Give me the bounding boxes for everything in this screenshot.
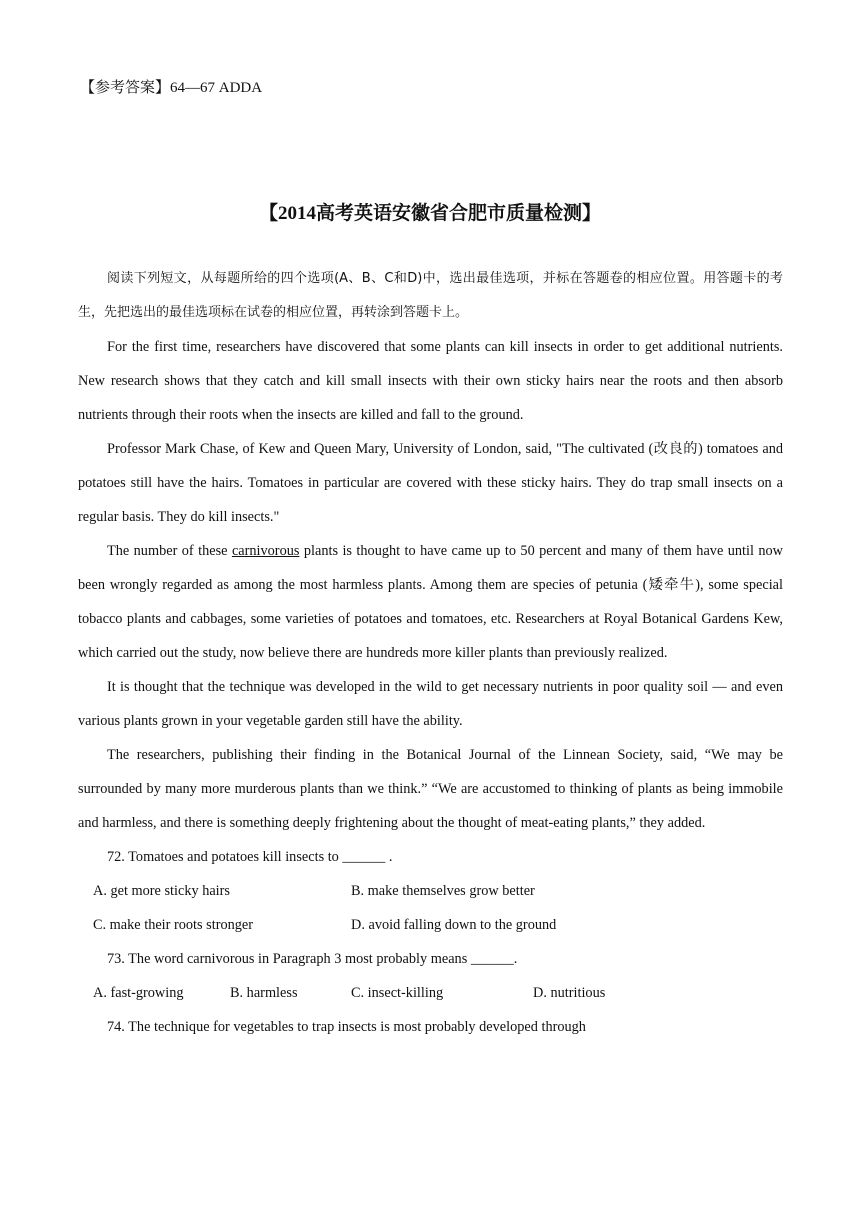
option-72-d: D. avoid falling down to the ground <box>351 917 557 933</box>
question-73-options <box>78 976 783 1010</box>
option-72-b: B. make themselves grow better <box>351 883 535 899</box>
question-73-stem: 73. The word carnivorous in Paragraph 3 most probably means ______. <box>107 951 518 967</box>
paragraph-5: The researchers, publishing their finding in the Botanical Journal of the Linnean Society, said, “We may be surrounded by many more murderous plants than we think.” “We are accustomed to thinking of plants as being immobile and harmless, and there is something deeply frightening about the thought of meat-eating plants,” they added. <box>78 747 783 831</box>
paragraph-1: For the first time, researchers have discovered that some plants can kill insects in order to get additional nutrients. New research shows that they catch and kill small insects with their own sticky hairs near the roots and then absorb nutrients through their roots when the insects are killed and fall to the ground. <box>78 339 783 423</box>
question-72-options-row-2 <box>78 908 783 942</box>
paragraph-3 <box>78 534 783 670</box>
section-title: 【2014高考英语安徽省合肥市质量检测】 <box>258 203 601 224</box>
option-73-c: C. insect-killing <box>351 985 444 1001</box>
passage-body <box>78 262 783 1044</box>
option-73-d: D. nutritious <box>533 985 606 1001</box>
underlined-word: carnivorous <box>231 543 300 559</box>
question-72-options-row-1 <box>78 874 783 908</box>
paragraph-3-start: The number of these <box>107 543 232 559</box>
paragraph-4: It is thought that the technique was developed in the wild to get necessary nutrients in poor quality soil — and even various plants grown in your vegetable garden still have the ability. <box>78 679 783 729</box>
option-72-c: C. make their roots stronger <box>93 917 254 933</box>
question-74-stem: 74. The technique for vegetables to trap insects is most probably developed through <box>107 1019 586 1035</box>
option-73-a: A. fast-growing <box>93 985 184 1001</box>
answer-key-line: 【参考答案】64—67 ADDA <box>80 80 263 96</box>
paragraph-2: Professor Mark Chase, of Kew and Queen Mary, University of London, said, "The cultivated (改良的) tomatoes and potatoes still have the hairs. Tomatoes in particular are covered with these sticky hairs. They do trap small insects on a regular basis. They do kill insects." <box>78 441 783 525</box>
instructions: 阅读下列短文，从每题所给的四个选项(A、B、C和D)中，选出最佳选项，并标在答题卷的相应位置。用答题卡的考生，先把选出的最佳选项标在试卷的相应位置，再转涂到答题卡上。 <box>78 271 783 320</box>
option-73-b: B. harmless <box>230 985 298 1001</box>
paragraph-3-rest: plants is thought to have came up to 50 percent and many of them have until now been wrongly regarded as among the most harmless plants. Among them are species of petunia (矮牵牛), some special tobacco plants and cabbages, some varieties of potatoes and tomatoes, etc. Researchers at Royal Botanical Gardens Kew, which carried out the study, now believe there are hundreds more killer plants than previously realized. <box>78 543 783 661</box>
question-72-stem: 72. Tomatoes and potatoes kill insects to ______ . <box>107 849 393 865</box>
option-72-a: A. get more sticky hairs <box>93 883 230 899</box>
